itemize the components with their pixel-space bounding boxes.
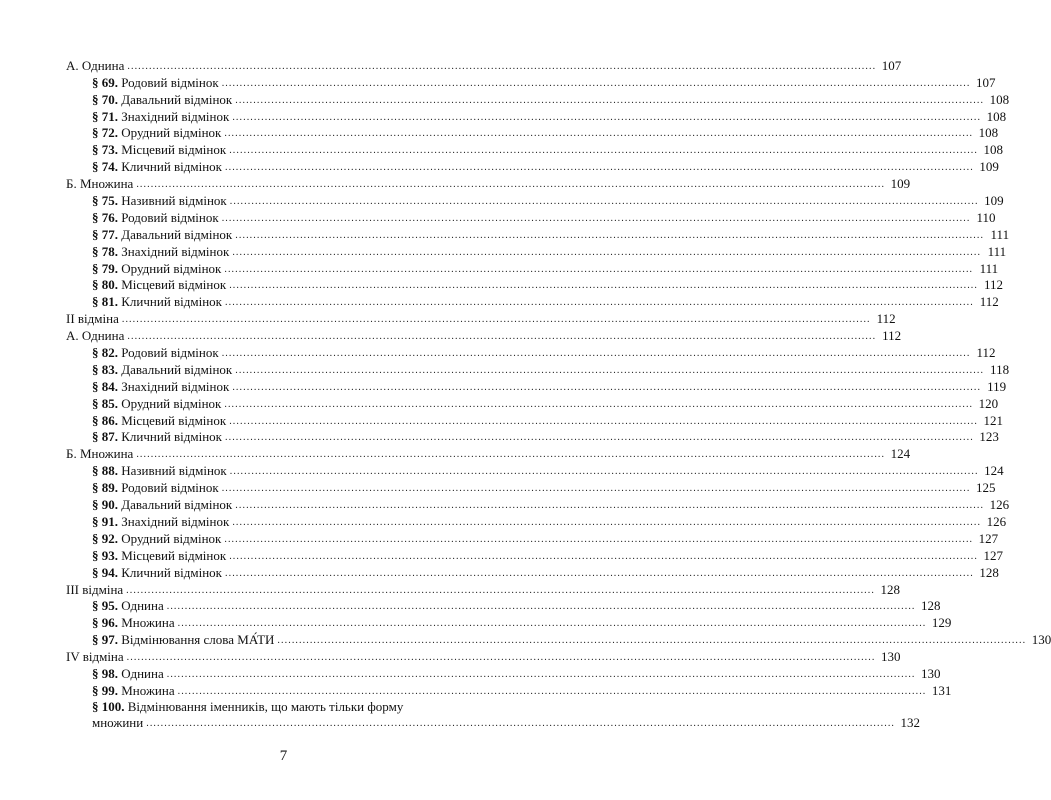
section-number: § 97.	[92, 632, 118, 648]
entry-label: Кличний відмінок	[121, 159, 222, 175]
toc-page-number: 126	[986, 513, 1007, 529]
toc-entry-title	[92, 142, 226, 158]
toc-subentry	[66, 226, 1010, 243]
entry-label: Орудний відмінок	[121, 260, 222, 276]
entry-label: Місцевий відмінок	[121, 142, 227, 158]
section-number: § 84.	[92, 378, 118, 394]
dot-leader: ................................................................................................................................................................................................................	[232, 516, 982, 528]
entry-label: Однина	[121, 598, 164, 614]
toc-page-number: 121	[983, 412, 1004, 428]
dot-leader: ................................................................................................................................................................................................................	[136, 179, 886, 191]
toc-page-number: 128	[880, 581, 900, 597]
dot-leader: ................................................................................................................................................................................................................	[232, 246, 982, 258]
toc-subentry	[66, 412, 1004, 429]
section-number: § 69.	[92, 74, 118, 90]
toc-subentry	[66, 530, 999, 547]
toc-subentry	[66, 293, 999, 310]
entry-label: Множина	[121, 682, 175, 698]
toc-subentry	[66, 395, 999, 412]
toc-page-number: 107	[881, 57, 902, 73]
entry-label: Місцевий відмінок	[121, 547, 227, 563]
entry-label: Множина	[121, 615, 175, 631]
wrapped-first-line	[92, 699, 497, 715]
toc-subentry-wrapped	[66, 698, 921, 731]
toc-entry-title	[66, 58, 124, 74]
dot-leader: ................................................................................................................................................................................................................	[126, 584, 875, 596]
dot-leader: ................................................................................................................................................................................................................	[126, 652, 876, 664]
section-number: § 70.	[92, 91, 118, 107]
toc-subentry	[66, 141, 1004, 158]
toc-subentry	[66, 462, 1004, 479]
toc-entry-title	[92, 683, 175, 699]
section-number: § 100.	[92, 698, 125, 714]
toc-entry-title	[66, 446, 133, 462]
section-number: § 75.	[92, 193, 118, 209]
toc-entry-title	[92, 548, 226, 564]
section-number: § 79.	[92, 260, 118, 276]
dot-leader: ................................................................................................................................................................................................................	[177, 618, 927, 630]
toc-subentry	[66, 429, 999, 446]
toc-page-number: 111	[979, 260, 999, 276]
toc-page-number: 130	[1031, 632, 1051, 648]
toc-subentry	[66, 344, 996, 361]
section-number: § 73.	[92, 142, 118, 158]
toc-entry-title	[92, 125, 221, 141]
entry-label: А. Однина	[66, 57, 125, 73]
entry-label: Родовий відмінок	[121, 209, 219, 225]
toc-page-number: 108	[978, 125, 999, 141]
section-number: § 77.	[92, 226, 118, 242]
toc-page-number: 109	[979, 159, 999, 175]
toc-entry-title	[92, 244, 229, 260]
toc-subentry	[66, 682, 952, 699]
toc-subentry	[66, 91, 1010, 108]
entry-label: Б. Множина	[66, 446, 134, 462]
section-number: § 89.	[92, 480, 118, 496]
entry-label: Давальний відмінок	[121, 91, 233, 107]
entry-label: Однина	[121, 665, 164, 681]
toc-page-number: 109	[984, 193, 1004, 209]
toc-page-number: 111	[990, 226, 1010, 242]
toc-page-number: 112	[983, 277, 1004, 293]
toc-entry-title	[92, 159, 222, 175]
section-number: § 82.	[92, 345, 118, 361]
dot-leader: ................................................................................................................................................................................................................	[235, 94, 985, 106]
toc-entry-title	[92, 565, 222, 581]
toc-page-number: 125	[976, 480, 996, 496]
section-number: § 95.	[92, 598, 118, 614]
section-number: § 88.	[92, 463, 118, 479]
toc-page-number: 124	[984, 463, 1004, 479]
section-number: § 93.	[92, 547, 118, 563]
toc-entry-title	[92, 666, 164, 682]
section-number: § 86.	[92, 412, 118, 428]
dot-leader: ................................................................................................................................................................................................................	[225, 162, 974, 174]
toc-subentry	[66, 665, 941, 682]
toc-entry	[66, 310, 896, 327]
toc-subentry	[66, 243, 1007, 260]
toc-entry-title	[92, 345, 219, 361]
dot-leader: ................................................................................................................................................................................................................	[221, 77, 971, 89]
entry-label: Знахідний відмінок	[121, 378, 230, 394]
section-number: § 72.	[92, 125, 118, 141]
entry-label: Родовий відмінок	[121, 74, 219, 90]
section-number: § 98.	[92, 665, 118, 681]
section-number: § 90.	[92, 497, 118, 513]
dot-leader: ................................................................................................................................................................................................................	[229, 550, 979, 562]
dot-leader: ................................................................................................................................................................................................................	[235, 364, 985, 376]
toc-entry-title	[92, 632, 274, 648]
toc-page-number: 119	[987, 378, 1007, 394]
section-number: § 83.	[92, 361, 118, 377]
toc-entry-title	[92, 193, 227, 209]
toc-entry-title	[66, 328, 124, 344]
entry-label: Знахідний відмінок	[121, 108, 230, 124]
entry-label: Називний відмінок	[121, 193, 227, 209]
toc-page-number: 127	[978, 530, 999, 546]
entry-label: Відмінювання слова МА́ТИ	[121, 632, 275, 648]
entry-label: Давальний відмінок	[121, 226, 233, 242]
dot-leader: ................................................................................................................................................................................................................	[127, 60, 877, 72]
toc-page-number: 108	[989, 91, 1010, 107]
section-number: § 87.	[92, 429, 118, 445]
toc-page-number: 128	[979, 564, 999, 580]
dot-leader: ................................................................................................................................................................................................................	[277, 635, 1027, 647]
toc-page-number: 124	[890, 446, 911, 462]
toc-entry-title	[92, 109, 229, 125]
toc-subentry	[66, 158, 999, 175]
toc-entry-title	[92, 497, 232, 513]
toc-subentry	[66, 108, 1007, 125]
toc-entry-title	[92, 227, 232, 243]
dot-leader: ................................................................................................................................................................................................................	[225, 297, 974, 309]
toc-entry-title	[66, 311, 119, 327]
section-number: § 80.	[92, 277, 118, 293]
toc-entry-title	[92, 261, 221, 277]
toc-subentry	[66, 631, 1051, 648]
dot-leader: ................................................................................................................................................................................................................	[235, 229, 985, 241]
dot-leader: ................................................................................................................................................................................................................	[229, 145, 979, 157]
toc-subentry	[66, 74, 996, 91]
toc-entry-title	[66, 582, 123, 598]
toc-entry-title	[92, 480, 219, 496]
entry-label: Давальний відмінок	[121, 361, 233, 377]
toc-page-number: 120	[978, 395, 999, 411]
dot-leader: ................................................................................................................................................................................................................	[232, 111, 982, 123]
toc-page-number: 108	[983, 142, 1004, 158]
dot-leader: ................................................................................................................................................................................................................	[232, 381, 982, 393]
entry-label: Знахідний відмінок	[121, 243, 230, 259]
dot-leader: ................................................................................................................................................................................................................	[146, 717, 896, 729]
toc-entry	[66, 648, 901, 665]
section-number: § 99.	[92, 682, 118, 698]
toc-entry-title	[92, 615, 175, 631]
dot-leader: ................................................................................................................................................................................................................	[136, 449, 886, 461]
entry-label: Б. Множина	[66, 176, 134, 192]
table-of-contents	[66, 57, 1051, 731]
dot-leader: ................................................................................................................................................................................................................	[224, 533, 974, 545]
toc-subentry	[66, 547, 1004, 564]
dot-leader: ................................................................................................................................................................................................................	[229, 280, 979, 292]
toc-page-number: 108	[986, 108, 1007, 124]
toc-page-number: 128	[921, 598, 941, 614]
toc-subentry	[66, 598, 941, 615]
toc-subentry	[66, 496, 1010, 513]
section-number: § 91.	[92, 513, 118, 529]
toc-page-number: 112	[882, 328, 902, 344]
toc-page-number: 126	[989, 497, 1010, 513]
dot-leader: ................................................................................................................................................................................................................	[221, 212, 971, 224]
toc-entry-title	[92, 413, 226, 429]
wrapped-second-line	[92, 714, 921, 731]
section-number: § 94.	[92, 564, 118, 580]
toc-page-number: 132	[900, 714, 921, 730]
toc-page-number: 130	[880, 649, 901, 665]
section-number: § 92.	[92, 530, 118, 546]
toc-entry	[66, 175, 911, 192]
dot-leader: ................................................................................................................................................................................................................	[229, 196, 979, 208]
toc-page-number: 111	[987, 243, 1007, 259]
toc-subentry	[66, 125, 999, 142]
dot-leader: ................................................................................................................................................................................................................	[127, 331, 877, 343]
dot-leader: ................................................................................................................................................................................................................	[229, 415, 979, 427]
dot-leader: ................................................................................................................................................................................................................	[221, 483, 971, 495]
dot-leader: ................................................................................................................................................................................................................	[177, 685, 927, 697]
entry-label: Орудний відмінок	[121, 530, 222, 546]
toc-entry-title	[92, 210, 219, 226]
toc-page-number: 123	[979, 429, 999, 445]
entry-label: Називний відмінок	[121, 463, 227, 479]
toc-entry-title	[92, 531, 221, 547]
entry-label: Родовий відмінок	[121, 345, 219, 361]
toc-subentry	[66, 209, 996, 226]
entry-label: Орудний відмінок	[121, 125, 222, 141]
section-number: § 71.	[92, 108, 118, 124]
dot-leader: ................................................................................................................................................................................................................	[121, 314, 871, 326]
dot-leader: ................................................................................................................................................................................................................	[166, 668, 916, 680]
dot-leader: ................................................................................................................................................................................................................	[166, 601, 916, 613]
section-number: § 74.	[92, 159, 118, 175]
entry-label: ІІ відміна	[66, 311, 119, 327]
entry-label: IV відміна	[66, 649, 124, 665]
toc-page-number: 118	[990, 361, 1010, 377]
toc-entry-title	[92, 362, 232, 378]
toc-subentry	[66, 614, 952, 631]
entry-label: Відмінювання іменників, що мають тільки форму	[127, 698, 404, 714]
dot-leader: ................................................................................................................................................................................................................	[224, 263, 974, 275]
entry-label: ІІІ відміна	[66, 581, 124, 597]
toc-page-number: 112	[979, 294, 999, 310]
toc-entry	[66, 445, 911, 462]
toc-subentry	[66, 260, 999, 277]
dot-leader: ................................................................................................................................................................................................................	[224, 398, 974, 410]
toc-entry-title	[92, 379, 229, 395]
toc-entry-title	[92, 294, 222, 310]
dot-leader: ................................................................................................................................................................................................................	[224, 128, 974, 140]
entry-label: Орудний відмінок	[121, 395, 222, 411]
toc-entry-title	[66, 649, 124, 665]
page-number: 7	[279, 748, 288, 764]
entry-label: Місцевий відмінок	[121, 277, 227, 293]
toc-page-number: 110	[976, 209, 996, 225]
entry-label: Кличний відмінок	[121, 564, 222, 580]
entry-label-continued: множини	[92, 714, 144, 730]
toc-subentry	[66, 361, 1010, 378]
dot-leader: ................................................................................................................................................................................................................	[221, 348, 971, 360]
toc-entry-title	[92, 277, 226, 293]
toc-page-number: 130	[921, 665, 941, 681]
toc-subentry	[66, 513, 1007, 530]
toc-entry-title	[92, 514, 229, 530]
section-number: § 76.	[92, 209, 118, 225]
section-number: § 78.	[92, 243, 118, 259]
toc-entry	[66, 581, 900, 598]
toc-subentry	[66, 277, 1004, 294]
dot-leader: ................................................................................................................................................................................................................	[229, 466, 979, 478]
dot-leader: ................................................................................................................................................................................................................	[235, 500, 985, 512]
entry-label: Знахідний відмінок	[121, 513, 230, 529]
section-number: § 96.	[92, 615, 118, 631]
toc-entry-title	[92, 429, 222, 445]
toc-page-number: 127	[983, 547, 1004, 563]
entry-label: Давальний відмінок	[121, 497, 233, 513]
toc-page-number: 112	[976, 345, 996, 361]
toc-page-number: 129	[931, 615, 952, 631]
toc-entry-title	[92, 598, 164, 614]
toc-entry	[66, 57, 902, 74]
section-number: § 81.	[92, 294, 118, 310]
dot-leader: ................................................................................................................................................................................................................	[225, 432, 974, 444]
toc-page-number: 109	[890, 176, 911, 192]
toc-page-number: 112	[876, 311, 896, 327]
entry-label: Кличний відмінок	[121, 294, 222, 310]
toc-subentry	[66, 378, 1007, 395]
toc-page-number: 131	[931, 682, 952, 698]
toc-page-number: 107	[976, 74, 996, 90]
entry-label: Місцевий відмінок	[121, 412, 227, 428]
section-number: § 85.	[92, 395, 118, 411]
dot-leader: ................................................................................................................................................................................................................	[225, 567, 974, 579]
toc-entry-title	[92, 463, 227, 479]
entry-label: А. Однина	[66, 328, 125, 344]
toc-entry-title	[92, 396, 221, 412]
toc-subentry	[66, 564, 999, 581]
toc-entry-title	[66, 176, 133, 192]
entry-label: Кличний відмінок	[121, 429, 222, 445]
toc-entry-title	[92, 75, 219, 91]
entry-label: Родовий відмінок	[121, 480, 219, 496]
toc-subentry	[66, 192, 1004, 209]
toc-subentry	[66, 479, 996, 496]
toc-entry	[66, 327, 902, 344]
toc-entry-title	[92, 92, 232, 108]
